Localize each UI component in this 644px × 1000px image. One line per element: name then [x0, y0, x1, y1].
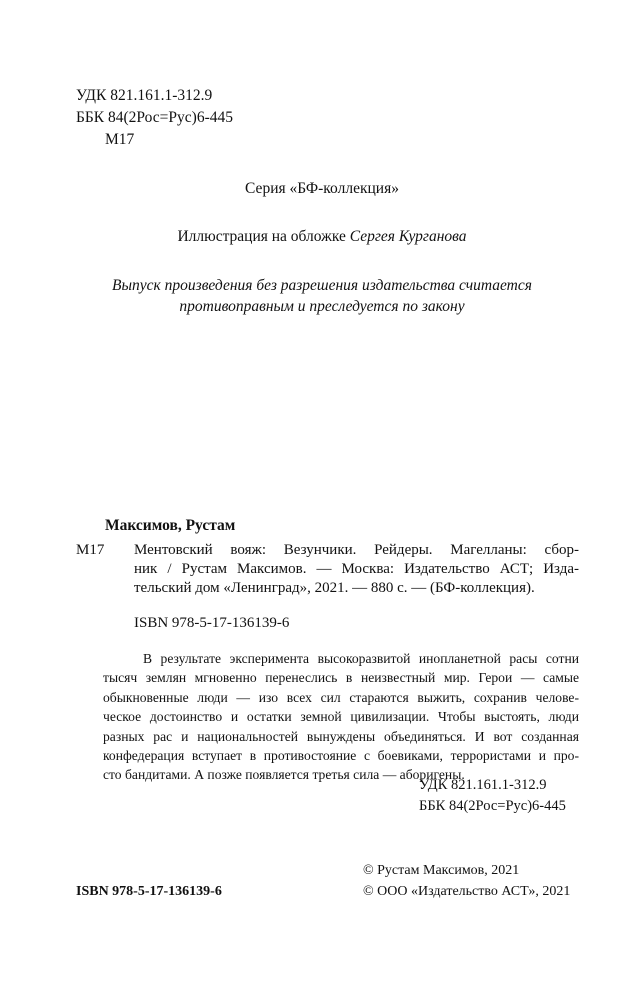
- footer-isbn: ISBN 978-5-17-136139-6: [76, 884, 222, 899]
- series-line: Серия «БФ-коллекция»: [245, 180, 399, 197]
- catalog-description-line: тельский дом «Ленинград», 2021. — 880 с. — (БФ-коллекция).: [134, 580, 535, 597]
- catalog-author: Максимов, Рустам: [105, 517, 236, 534]
- annotation-line: В результате эксперимента высокоразвитой инопланетной расы сотни: [143, 651, 579, 666]
- author-mark-top: М17: [105, 131, 135, 148]
- catalog-isbn: ISBN 978-5-17-136139-6: [134, 615, 290, 631]
- udk-code-bottom: УДК 821.161.1-312.9: [419, 777, 547, 793]
- catalog-description: [134, 541, 579, 599]
- legal-notice-line-2: противоправным и преследуется по закону: [179, 298, 465, 315]
- bbk-code-bottom: ББК 84(2Рос=Рус)6-445: [419, 798, 566, 814]
- legal-notice-line-1: Выпуск произведения без разрешения издательства считается: [112, 277, 532, 294]
- annotation-line: тысяч землян мгновенно перенеслись в неизвестный мир. Герои — самые: [103, 670, 579, 686]
- copyright-author: © Рустам Максимов, 2021: [363, 863, 520, 878]
- annotation-line: ческое достоинство и остатки земной цивилизации. Чтобы выстоять, люди: [103, 709, 579, 725]
- illustration-prefix: Иллюстрация на обложке: [177, 228, 350, 245]
- catalog-description-line: ник / Рустам Максимов. — Москва: Издательство АСТ; Изда-: [134, 561, 579, 578]
- catalog-description-line: Ментовский вояж: Везунчики. Рейдеры. Магелланы: сбор-: [134, 542, 579, 558]
- annotation-line: разных рас и национальностей вынуждены объединяться. И вот созданная: [103, 728, 579, 744]
- annotation-line: обыкновенные люди — изо всех сил стараются выжить, сохранив челове-: [103, 689, 579, 705]
- udk-code-top: УДК 821.161.1-312.9: [76, 87, 213, 104]
- annotation-line: сто бандитами. А позже появляется третья сила — аборигены.: [103, 767, 465, 783]
- catalog-author-mark: М17: [76, 542, 105, 558]
- annotation-line: конфедерация вступает в противостояние с боевиками, террористами и про-: [103, 748, 579, 764]
- copyright-publisher: © ООО «Издательство АСТ», 2021: [363, 884, 571, 899]
- illustration-artist: Сергея Курганова: [349, 228, 467, 245]
- annotation: [103, 649, 579, 785]
- illustration-credit: [0, 227, 644, 247]
- bbk-code-top: ББК 84(2Рос=Рус)6-445: [76, 109, 233, 126]
